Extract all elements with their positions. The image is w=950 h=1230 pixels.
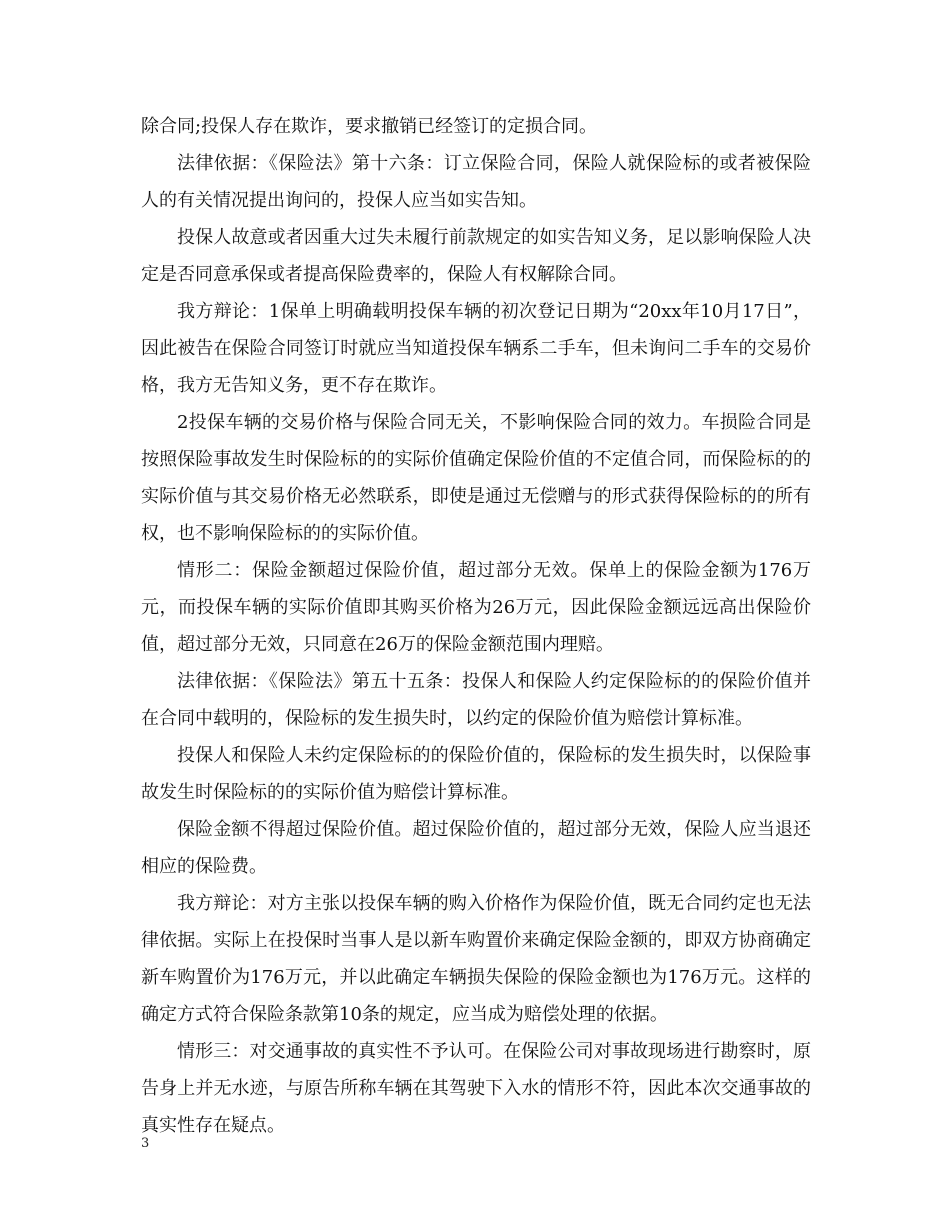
- document-body: [141, 108, 811, 1144]
- paragraph-our-argument-2: 2投保车辆的交易价格与保险合同无关，不影响保险合同的效力。车损险合同是按照保险事故发生时保险标的的实际价值确定保险价值的不定值合同，而保险标的的实际价值与其交易价格无必然联系，即使是通过无偿赠与的形式获得保险标的的所有权，也不影响保险标的的实际价值。: [141, 412, 811, 544]
- paragraph-continuation: 除合同;投保人存在欺诈，要求撤销已经签订的定损合同。: [141, 116, 598, 137]
- page-number: 3: [141, 1136, 150, 1151]
- paragraph-unagreed-value: 投保人和保险人未约定保险标的的保险价值的，保险标的发生损失时，以保险事故发生时保险标的的实际价值为赔偿计算标准。: [141, 745, 811, 803]
- paragraph-situation-two: 情形二：保险金额超过保险价值，超过部分无效。保单上的保险金额为176万元，而投保车辆的实际价值即其购买价格为26万元，因此保险金额远远高出保险价值，超过部分无效，只同意在26万的保险金额范围内理赔。: [141, 560, 811, 655]
- paragraph-legal-basis-article-55: 法律依据：《保险法》第五十五条：投保人和保险人约定保险标的的保险价值并在合同中载明的，保险标的发生损失时，以约定的保险价值为赔偿计算标准。: [141, 671, 811, 729]
- paragraph-our-argument-1: 我方辩论：1保单上明确载明投保车辆的初次登记日期为“20xx年10月17日”，因此被告在保险合同签订时就应当知道投保车辆系二手车，但未询问二手车的交易价格，我方无告知义务，更不存在欺诈。: [141, 301, 811, 396]
- paragraph-our-argument-3: 我方辩论：对方主张以投保车辆的购入价格作为保险价值，既无合同约定也无法律依据。实际上在投保时当事人是以新车购置价来确定保险金额的，即双方协商确定新车购置价为176万元，并以此确定车辆损失保险的保险金额也为176万元。这样的确定方式符合保险条款第10条的规定，应当成为赔偿处理的依据。: [141, 893, 811, 1025]
- paragraph-amount-limit: 保险金额不得超过保险价值。超过保险价值的，超过部分无效，保险人应当退还相应的保险费。: [141, 819, 811, 877]
- paragraph-disclosure-duty: 投保人故意或者因重大过失未履行前款规定的如实告知义务，足以影响保险人决定是否同意承保或者提高保险费率的，保险人有权解除合同。: [141, 227, 811, 285]
- paragraph-situation-three: 情形三：对交通事故的真实性不予认可。在保险公司对事故现场进行勘察时，原告身上并无水迹，与原告所称车辆在其驾驶下入水的情形不符，因此本次交通事故的真实性存在疑点。: [141, 1041, 811, 1136]
- paragraph-legal-basis-article-16: 法律依据：《保险法》第十六条：订立保险合同，保险人就保险标的或者被保险人的有关情况提出询问的，投保人应当如实告知。: [141, 153, 811, 211]
